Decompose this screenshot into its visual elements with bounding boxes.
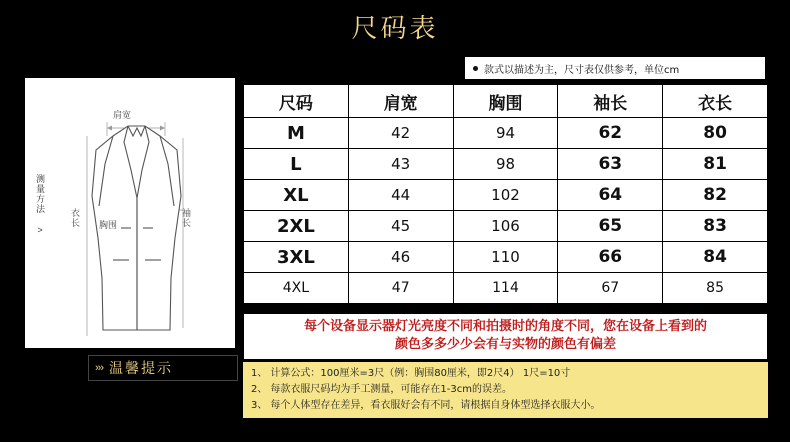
cell-size: M [244,118,349,149]
warning-line-1: 每个设备显示器灯光亮度不同和拍摄时的角度不同，您在设备上看到的 [303,319,707,334]
cell-bust: 114 [453,273,558,304]
measure-method-label: 测量方法 > [35,174,45,236]
table-header-row [244,85,768,118]
cell-length: 80 [663,118,768,149]
bullet-dot-icon [473,66,478,71]
cell-bust: 110 [453,242,558,273]
note-number: 1、 [251,368,268,379]
cell-sleeve: 64 [558,180,663,211]
tip-bar [88,355,238,381]
header-sleeve: 袖长 [558,85,663,118]
table-row [244,180,768,211]
size-table-wrapper [243,84,768,304]
header-length: 衣长 [663,85,768,118]
label-shoulder-width: 肩宽 [113,110,132,120]
color-warning-block [243,313,768,360]
garment-illustration [25,78,235,348]
cell-shoulder: 46 [348,242,453,273]
cell-shoulder: 47 [348,273,453,304]
note-number: 2、 [251,384,268,395]
notes-block [243,362,768,418]
cell-length: 83 [663,211,768,242]
cell-bust: 106 [453,211,558,242]
cell-bust: 94 [453,118,558,149]
cell-size: L [244,149,349,180]
note-number: 3、 [251,400,268,411]
cell-bust: 102 [453,180,558,211]
header-size: 尺码 [244,85,349,118]
chevrons-right-icon: ››› [95,362,103,374]
table-row [244,118,768,149]
label-bust: 胸围 [99,220,118,230]
table-row [244,211,768,242]
disclaimer-pill [465,57,765,79]
cell-length: 81 [663,149,768,180]
cell-length: 85 [663,273,768,304]
note-text: 每款衣服尺码均为手工测量，可能存在1-3cm的误差。 [270,384,512,395]
cell-length: 82 [663,180,768,211]
cell-shoulder: 45 [348,211,453,242]
cell-sleeve: 62 [558,118,663,149]
tip-bar-label: 温馨提示 [109,361,173,377]
cell-length: 84 [663,242,768,273]
label-sleeve-length: 袖长 [181,208,191,228]
cell-size: 2XL [244,211,349,242]
note-item [251,382,760,398]
cell-size: XL [244,180,349,211]
cell-shoulder: 44 [348,180,453,211]
cell-sleeve: 66 [558,242,663,273]
note-item [251,366,760,382]
cell-sleeve: 67 [558,273,663,304]
size-table [243,84,768,304]
cell-size: 4XL [244,273,349,304]
cell-shoulder: 42 [348,118,453,149]
table-row [244,273,768,304]
header-bust: 胸围 [453,85,558,118]
page-title: 尺码表 [351,14,439,44]
note-item [251,398,760,414]
note-text: 计算公式：100厘米=3尺（例：胸围80厘米，即2尺4） 1尺=10寸 [270,368,571,379]
cell-sleeve: 65 [558,211,663,242]
header-shoulder: 肩宽 [348,85,453,118]
disclaimer-pill-text: 款式以描述为主，尺寸表仅供参考，单位cm [484,64,680,76]
cell-size: 3XL [244,242,349,273]
label-garment-length: 衣长 [70,208,80,228]
cell-bust: 98 [453,149,558,180]
cell-shoulder: 43 [348,149,453,180]
table-row [244,242,768,273]
cell-sleeve: 63 [558,149,663,180]
warning-line-2: 颜色多多少少会有与实物的颜色有偏差 [394,337,616,352]
note-text: 每个人体型存在差异，看衣服好会有不同，请根据自身体型选择衣服大小。 [270,400,601,411]
table-row [244,149,768,180]
